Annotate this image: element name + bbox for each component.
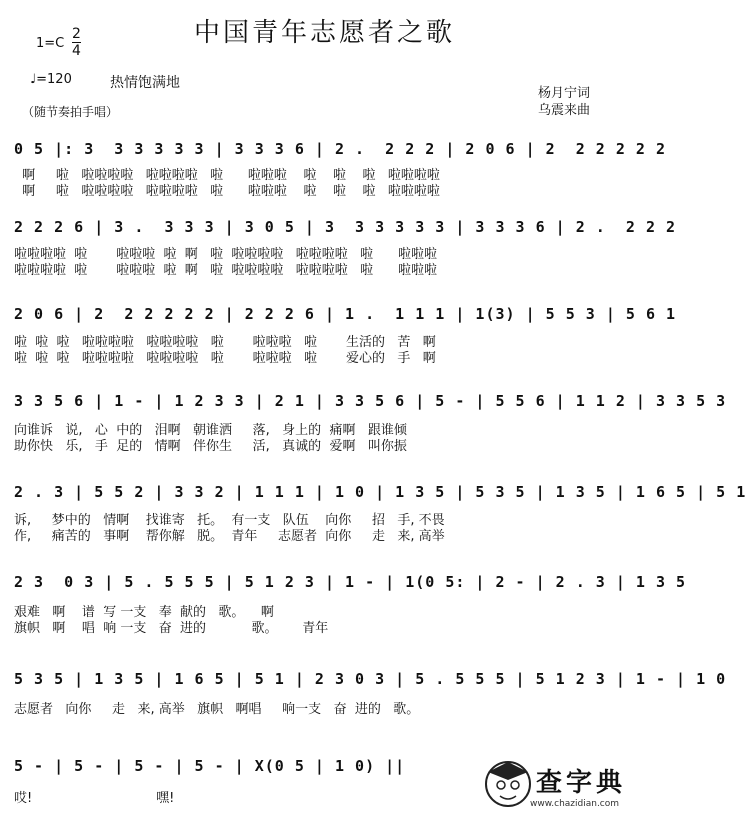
score-row-4-notes: 3 3 5 6 | 1 - | 1 2 3 3 | 2 1 | 3 3 5 6 | 5 - | 5 5 6 | 1 1 2 | 3 3 5 3 (14, 392, 727, 410)
score-row-6-notes: 2 3 0 3 | 5 . 5 5 5 | 5 1 2 3 | 1 - | 1(0 5: | 2 - | 2 . 3 | 1 3 5 (14, 573, 687, 591)
score-row-5-lyric-2: 作, 痛苦的 事啊 帮你解 脱。 青年 志愿者 向你 走 来, 高举 (14, 529, 445, 544)
score-row-1-lyric-2: 啊 啦 啦啦啦啦 啦啦啦啦 啦 啦啦啦 啦 啦 啦 啦啦啦啦 (14, 184, 440, 199)
score-row-2-lyric-1: 啦啦啦啦 啦 啦啦啦 啦 啊 啦 啦啦啦啦 啦啦啦啦 啦 啦啦啦 (14, 247, 437, 262)
composer-credit: 乌震来曲 (538, 103, 591, 118)
performance-note: （随节奏拍手唱） (22, 105, 119, 119)
score-row-6-lyric-2: 旗帜 啊 唱 响 一支 奋 进的 歌。 青年 (14, 621, 329, 636)
score-row-7-lyric-1: 志愿者 向你 走 来, 高举 旗帜 啊唱 响一支 奋 进的 歌。 (14, 702, 420, 717)
score-row-1-lyric-1: 啊 啦 啦啦啦啦 啦啦啦啦 啦 啦啦啦 啦 啦 啦 啦啦啦啦 (14, 168, 440, 183)
score-row-8-notes: 5 - | 5 - | 5 - | 5 - | X(0 5 | 1 0) || (14, 757, 406, 775)
time-signature-top: 2 (72, 26, 81, 42)
lyricist-credit: 杨月宁词 (538, 86, 591, 101)
site-logo-text: 查字典 (536, 768, 627, 798)
expression-marking: 热情饱满地 (110, 75, 180, 91)
score-row-3-lyric-1: 啦 啦 啦 啦啦啦啦 啦啦啦啦 啦 啦啦啦 啦 生活的 苦 啊 (14, 335, 436, 350)
score-row-4-lyric-1: 向谁诉 说, 心 中的 泪啊 朝谁洒 落, 身上的 痛啊 跟谁倾 (14, 423, 407, 438)
song-title: 中国青年志愿者之歌 (193, 18, 455, 48)
time-signature (72, 27, 81, 58)
site-logo-icon (478, 752, 538, 812)
time-signature-bottom: 4 (72, 43, 81, 59)
score-row-4-lyric-2: 助你快 乐, 手 足的 情啊 伴你生 活, 真诚的 爱啊 叫你振 (14, 439, 407, 454)
site-logo-url: www.chazidian.com (530, 799, 620, 809)
score-row-2-notes: 2 2 2 6 | 3 . 3 3 3 | 3 0 5 | 3 3 3 3 3 3 | 3 3 3 6 | 2 . 2 2 2 (14, 218, 677, 236)
tempo-marking: ♩=120 (30, 72, 72, 87)
score-row-3-notes: 2 0 6 | 2 2 2 2 2 2 | 2 2 2 6 | 1 . 1 1 1 | 1(3) | 5 5 3 | 5 6 1 (14, 305, 677, 323)
score-row-3-lyric-2: 啦 啦 啦 啦啦啦啦 啦啦啦啦 啦 啦啦啦 啦 爱心的 手 啊 (14, 351, 436, 366)
score-row-5-notes: 2 . 3 | 5 5 2 | 3 3 2 | 1 1 1 | 1 0 | 1 3 5 | 5 3 5 | 1 3 5 | 1 6 5 | 5 1 (14, 483, 746, 501)
score-row-6-lyric-1: 艰难 啊 谱 写 一支 奉 献的 歌。 啊 (14, 605, 274, 620)
score-row-1-notes: 0 5 |: 3 3 3 3 3 3 | 3 3 3 6 | 2 . 2 2 2 | 2 0 6 | 2 2 2 2 2 2 (14, 140, 666, 158)
key-signature: 1=C (36, 36, 65, 51)
score-row-2-lyric-2: 啦啦啦啦 啦 啦啦啦 啦 啊 啦 啦啦啦啦 啦啦啦啦 啦 啦啦啦 (14, 263, 437, 278)
score-row-7-notes: 5 3 5 | 1 3 5 | 1 6 5 | 5 1 | 2 3 0 3 | 5 . 5 5 5 | 5 1 2 3 | 1 - | 1 0 (14, 670, 727, 688)
score-row-5-lyric-1: 诉, 梦中的 情啊 找谁寄 托。 有一支 队伍 向你 招 手, 不畏 (14, 513, 445, 528)
score-row-8-lyric-1: 哎! 嘿! (14, 791, 175, 806)
